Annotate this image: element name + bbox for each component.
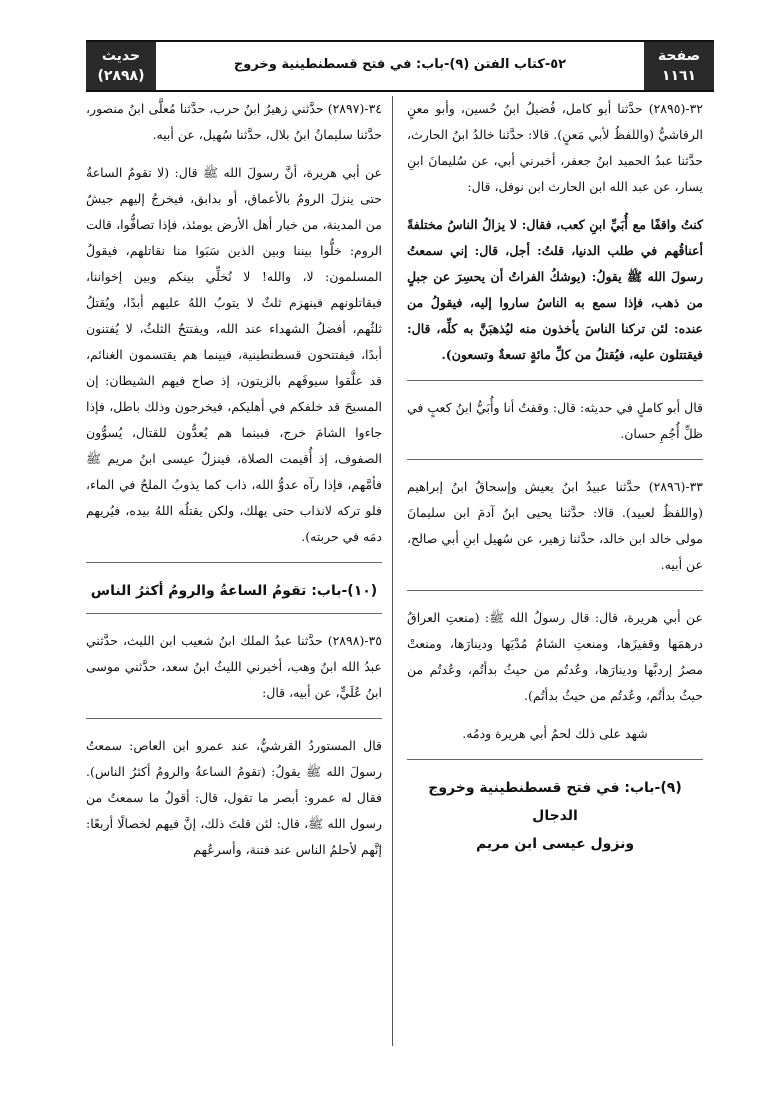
- hadith-2896-sanad: ٣٣-(٢٨٩٦) حدَّثنا عبيدُ ابنُ يعيش وإسحاقُ ابنُ إبراهيم (واللفظُ لعبيد). قالا: حدَّثنا يحيى ابنُ آدمَ ابن سليمانَ مولى خالد ابن خالد، حدَّثنا زهير، عن سُهيل ابنِ أبي صالح، عن أبيه.: [407, 479, 703, 572]
- chapter-10-heading: (١٠)-باب: تقومُ الساعةُ والرومُ أكثرُ الناس: [90, 583, 378, 599]
- column-divider: [392, 96, 393, 1046]
- divider-line: [86, 613, 382, 614]
- hadith-2895-matn: كنتُ واقفًا مع أُبَيِّ ابنِ كعب، فقال: لا يزالُ الناسُ مختلفةً أعناقُهم في طلب الدنيا، قلتُ: أجل، قال: إني سمعتُ رسولَ الله ﷺ يقولُ: (يوشكُ الفراتُ أن يحسِرَ عن جبلٍ من ذهب، فإذا سمع به الناسُ ساروا إليه، فيقولُ من عنده: لئن تركنا الناسَ يأخذون منه ليُذهبَنَّ به كلِّه، قال: فيقتتلون عليه، فيُقتلُ من كلِّ مائةٍ تسعةٌ وتسعون).: [407, 217, 703, 362]
- hadith-2898-matn: قال المستوردُ القرشيُّ، عند عمرو ابن العاص: سمعتُ رسولَ الله ﷺ يقولُ: (تقومُ الساعةُ والرومُ أكثرُ الناس). فقال له عمرو: أبصر ما تقول، قال: أقولُ ما سمعتُ من رسول الله ﷺ، قال: لئن قلتَ ذلك، إنَّ فيهم لخصالًا أربعًا: إنَّهم لأحلمُ الناس عند فتنة، وأسرعُهم: [86, 738, 382, 857]
- page-label: صفحة: [657, 48, 701, 64]
- running-title: ٥٢-كتاب الفتن (٩)-باب: في فتح قسطنطينية وخروج: [233, 57, 567, 72]
- divider-line: [407, 459, 703, 460]
- page-number-box: [644, 42, 714, 90]
- divider-line: [86, 718, 382, 719]
- hadith-2896-matn: عن أبي هريرة، قال: قال رسولُ الله ﷺ: (منعتِ العراقُ درهمَها وقفيزَها، ومنعتِ الشامُ مُدْيَها ودينارَها، ومنعتْ مصرُ إردبَّها ودينارَها، وعُدتُم من حيثُ بدأتُم، وعُدتُم من حيثُ بدأتُم، وعُدتُم من حيثُ بدأتُم).: [407, 610, 703, 703]
- hadith-number-box: [86, 42, 156, 90]
- divider-line: [407, 590, 703, 591]
- hadith-label: حديث: [101, 48, 141, 64]
- chapter-9-line-1: (٩)-باب: في فتح قسطنطينية وخروج الدجال: [428, 780, 682, 824]
- hadith-2895-note: قال أبو كاملٍ في حديثه: قال: وقفتُ أنا وأُبَيُّ ابنُ كعبٍ في ظلِّ أُجُمِ حسان.: [407, 400, 703, 441]
- hadith-2897-sanad: ٣٤-(٢٨٩٧) حدَّثني زهيرُ ابنُ حرب، حدَّثنا مُعلَّى ابنُ منصور، حدَّثنا سليمانُ ابنُ بلال، حدَّثنا سُهيل، عن أبيه.: [86, 101, 382, 142]
- chapter-9-line-2: ونزول عيسى ابن مريم: [475, 836, 635, 852]
- divider-line: [407, 759, 703, 760]
- hadith-number: (٢٨٩٨): [97, 68, 145, 84]
- hadith-2898-sanad: ٣٥-(٢٨٩٨) حدَّثنا عبدُ الملك ابنُ شعيب ابن الليث، حدَّثني عبدُ الله ابنُ وهب، أخبرني الليثُ ابنُ سعد، حدَّثني موسى ابنُ عُلَيٍّ، عن أبيه، قال:: [86, 633, 382, 700]
- page-number: ١١٦١: [661, 68, 697, 84]
- right-column: [407, 96, 703, 868]
- hadith-2897-matn: عن أبي هريرة، أنَّ رسولَ الله ﷺ قال: (لا تقومُ الساعةُ حتى ينزلَ الرومُ بالأعماق، أو بدابق، فيخرجُ إليهم جيشٌ من المدينة، من خيار أهل الأرض يومئذ، فإذا تصافُّوا، قالت الروم: خلُّوا بيننا وبين الذين سَبَوا منا نقاتلهم، فيقولُ المسلمون: لا، والله! لا نُخلِّي بينكم وبين إخواننا، فيقاتلونهم فينهزم ثلثٌ لا يتوبُ اللهُ عليهم أبدًا، ويُقتلُ ثلثُهم، أفضلُ الشهداء عند الله، ويفتتحُ الثلثُ، لا يُفتنون أبدًا، فيفتتحون قسطنطينية، فبينما هم يقتسمون الغنائم، قد علَّقوا سيوفَهم بالزيتون، إذ صاح فيهم الشيطان: إن المسيحَ قد خلفكم في أهليكم، فيخرجون وذلك باطل، فإذا جاءوا الشامَ خرج، فبينما هم يُعدُّون للقتال، يُسوُّون الصفوف، إذ أُقيمت الصلاة، فينزلُ عيسى ابنُ مريم ﷺ فأمَّهم، فإذا رآه عدوُّ الله، ذاب كما يذوبُ الملحُ في الماء، فلو تركه لانذاب حتى يهلك، ولكن يقتلُه اللهُ بيده، فيُريهم دمَه في حربته).: [86, 165, 382, 544]
- left-column: [86, 96, 382, 875]
- hadith-2895-sanad: ٣٢-(٢٨٩٥) حدَّثنا أبو كامل، فُضيلُ ابنُ حُسين، وأبو معنٍ الرقاشيُّ (واللفظُ لأبي مَعنٍ). قالا: حدَّثنا خالدُ ابنُ الحارث، حدَّثنا عبدُ الحميد ابنُ جعفر، أخبرني أبي، عن سُليمانَ ابنِ يسار، عن عبد الله ابن الحارث ابن نوفل، قال:: [407, 101, 703, 194]
- hadith-2896-note: شهد على ذلك لحمُ أبي هريرة ودمُه.: [462, 726, 648, 741]
- divider-line: [407, 380, 703, 381]
- chapter-9-heading: [407, 774, 703, 858]
- page-header: [86, 40, 714, 92]
- divider-line: [86, 562, 382, 563]
